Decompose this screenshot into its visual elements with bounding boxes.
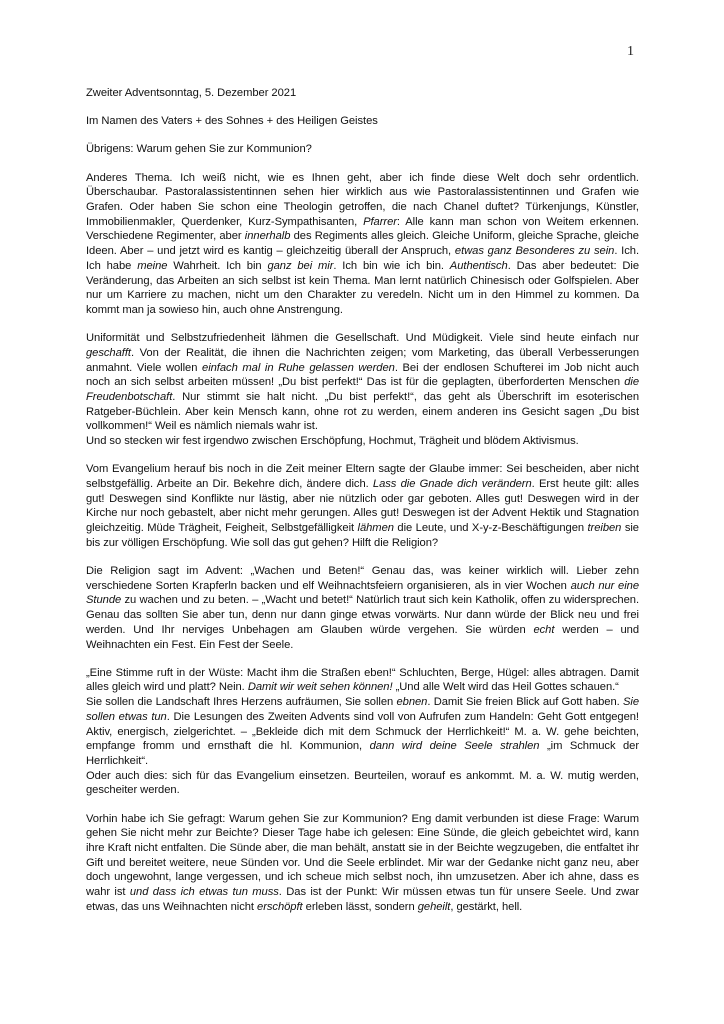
emphasis-text: dann wird deine Seele strahlen — [369, 740, 540, 753]
emphasis-text: erschöpft — [257, 900, 303, 913]
emphasis-text: auch nur eine Stunde — [86, 579, 640, 607]
text-run: Wahrheit. Ich bin — [167, 259, 268, 272]
text-run: . Nur stimmt sie halt nicht. „Du bist perfekt!“, das geht als Überschrift im esoterischen Ratgeber-Büchlein. Aber kein Mensch kann, ohne rot zu werden, einem anderen ins Gesicht sagen „Du bist vollkommen!“ Weil es nämlich niemals wahr ist. — [86, 390, 639, 433]
paragraph-2 — [86, 331, 639, 434]
emphasis-text: die Freudenbotschaft — [86, 376, 639, 403]
text-run: . Die Lesungen des Zweiten Advents sind voll von Aufrufen zum Handeln: Geht Gott entgegen! Aktiv, energisch, zielgerichtet. – „Bekleide dich mit dem Schmuck der Herrlichkeit!“ M. a. W. gehe beichten, empfange fromm und ernsthaft die hl. Kommunion, — [86, 710, 639, 753]
text-run: erleben lässt, sondern — [302, 900, 418, 913]
text-run: . Ich bin wie ich bin. — [333, 259, 450, 272]
emphasis-text: treiben — [587, 522, 622, 535]
text-run: Uniformität und Selbstzufriedenheit lähmen die Gesellschaft. Und Müdigkeit. Viele sind heute einfach nur — [86, 332, 639, 345]
emphasis-text: geheilt — [417, 900, 451, 913]
text-run: des Regiments alles gleich. Gleiche Uniform, gleiche Sprache, gleiche Ideen. Aber – und jetzt wird es kantig – gleichzeitig überall der Anspruch, — [86, 230, 639, 258]
text-run: Sie sollen die Landschaft Ihres Herzens aufräumen, Sie sollen — [86, 696, 397, 709]
text-run: werden – und Weihnachten ein Fest. Ein Fest der Seele. — [86, 623, 639, 651]
emphasis-text: innerhalb — [244, 230, 291, 243]
page-number: 1 — [627, 44, 634, 59]
paragraph-3 — [86, 462, 639, 550]
text-run: zu wachen und zu beten. – „Wacht und betet!“ Natürlich traut sich kein Katholik, offen zu widersprechen. Genau das sollten Sie aber tun, denn nur dann ginge etwas vorwärts. Nur dann würde der Blick neu und frei werden. Und Ihr nerviges Unbehagen am Glauben würde vergehen. Sie würden — [86, 594, 639, 636]
opening-question: Übrigens: Warum gehen Sie zur Kommunion? — [86, 143, 312, 156]
emphasis-text: etwas ganz Besonderes zu sein — [454, 245, 615, 258]
text-run: „Und alle Welt wird das Heil Gottes schauen.“ — [392, 681, 619, 694]
paragraph-6 — [86, 695, 639, 769]
text-run: . Das ist der Punkt: Wir müssen etwas tun für unsere Seele. Und zwar etwas, das uns Weihnachten nicht — [86, 886, 639, 913]
text-run: „Eine Stimme ruft in der Wüste: Macht ihm die Straßen eben!“ Schluchten, Berge, Hügel: alles abtragen. Damit alles gleich wird und platt? Nein. — [86, 666, 639, 694]
paragraph-4 — [86, 564, 639, 652]
date-line: Zweiter Adventsonntag, 5. Dezember 2021 — [86, 87, 297, 99]
text-run: , gestärkt, hell. — [450, 900, 523, 913]
paragraph-5 — [86, 666, 639, 695]
emphasis-text: Pfarrer — [363, 215, 397, 228]
emphasis-text: einfach mal in Ruhe gelassen werden — [202, 361, 395, 374]
emphasis-text: meine — [137, 259, 168, 272]
text-run: sie bis zur völligen Erschöpfung. Wie soll das gut gehen? Hilft die Religion? — [86, 522, 639, 549]
paragraph-7: Oder auch dies: sich für das Evangelium einsetzen. Beurteilen, worauf es ankommt. M. a. W. mutig werden, gescheiter werden. — [86, 769, 639, 797]
paragraph-1 — [86, 171, 639, 318]
emphasis-text: lähmen — [357, 522, 394, 535]
invocation: Im Namen des Vaters + des Sohnes + des Heiligen Geistes — [86, 115, 378, 128]
text-run: . Das aber bedeutet: Die Veränderung, das Arbeiten an sich selbst ist kein Thema. Man lernt natürlich Chinesisch oder Golfspielen. Aber nur um Karriere zu machen, nicht um den Charakter zu veredeln. Nicht um in den Himmel zu kommen. Da kommt man ja sowieso hin, auch ohne Anstrengung. — [86, 259, 639, 316]
text-run: : Alle kann man schon von Weitem erkennen. Verschiedene Regimenter, aber — [86, 215, 639, 243]
text-run: . Erst heute gilt: alles gut! Deswegen sind Konflikte nur lästig, aber nie nützlich oder gar geboten. Alles gut! Deswegen wird in der Kirche nur noch gebastelt, aber nicht mehr gerungen. Alles gut! Deswegen ist der Advent Hektik und Stagnation gleichzeitig. Müde Trägheit, Feigheit, Selbstgefälligkeit — [86, 477, 639, 535]
text-run: . Damit Sie freien Blick auf Gott haben. — [427, 696, 623, 709]
text-run: Vom Evangelium herauf bis noch in die Zeit meiner Eltern sagte der Glaube immer: Sei bescheiden, aber nicht selbstgefällig. Arbeite an Dir. Bekehre dich, ändere dich. — [86, 463, 639, 490]
emphasis-text: geschafft — [86, 346, 131, 359]
text-run: Vorhin habe ich Sie gefragt: Warum gehen Sie zur Kommunion? Eng damit verbunden ist diese Frage: Warum gehen Sie nicht mehr zur Beichte? Dieser Tage habe ich gelesen: Eine Sünde, die gleich gebeichtet wird, kann ihre Kraft nicht entfalten. Die Sünde aber, die man behält, anstatt sie in der Beichte wegzugeben, die entfaltet ihr Gift und bereitet weitere, neue Sünden vor. Und die Seele erblindet. Mir war der Gedanke nicht ganz neu, aber doch ungewohnt, lange vergessen, und ich scheue mich selbst noch, ihn umzusetzen. Aber ich ahne, dass es wahr ist — [86, 812, 639, 899]
text-run: Anderes Thema. Ich weiß nicht, wie es Ihnen geht, aber ich finde diese Welt doch sehr ordentlich. Überschaubar. Pastoralassistentinnen sehen hier wirklich aus wie Pastoralassistentinnen und Grafen wie Grafen. Oder haben Sie schon eine Theologin getroffen, die nach Chanel duftet? Türkenjungs, Künstler, Immobilienmakler, Querdenker, Kurz-Sympathisanten, — [86, 171, 639, 228]
text-run: . Bei der endlosen Schufterei im Job nicht auch noch an sich selbst arbeiten müssen! „Du bist perfekt!“ Das ist für die geplagten, überforderten Menschen — [86, 361, 640, 389]
text-run: . Von der Realität, die ihnen die Nachrichten zeigen; vom Marketing, das überall Verbesserungen anmahnt. Viele wollen — [86, 346, 639, 374]
paragraph-2-closing: Und so stecken wir fest irgendwo zwischen Erschöpfung, Hochmut, Trägheit und blödem Aktivismus. — [86, 435, 579, 448]
emphasis-text: ganz bei mir — [267, 259, 334, 272]
text-run: „im Schmuck der Herrlichkeit“. — [86, 740, 640, 767]
emphasis-text: echt — [533, 623, 555, 636]
text-run: Die Religion sagt im Advent: „Wachen und Beten!“ Genau das, was keiner wirklich will. Lieber zehn verschiedene Sorten Krapferln backen und elf Weihnachtsfeiern organisieren, als in vier Wochen — [86, 564, 639, 592]
emphasis-text: und dass ich etwas tun muss — [129, 886, 279, 899]
sermon-body — [86, 86, 639, 928]
text-run: die Leute, und X-y-z-Beschäftigungen — [393, 522, 588, 535]
text-run: . Ich. Ich habe — [86, 245, 640, 272]
emphasis-text: Damit wir weit sehen können! — [247, 681, 393, 694]
emphasis-text: Sie sollen etwas tun — [86, 696, 640, 723]
emphasis-text: ebnen — [396, 696, 428, 709]
emphasis-text: Lass die Gnade dich verändern — [372, 477, 532, 490]
emphasis-text: Authentisch — [449, 259, 508, 272]
paragraph-8 — [86, 812, 639, 915]
